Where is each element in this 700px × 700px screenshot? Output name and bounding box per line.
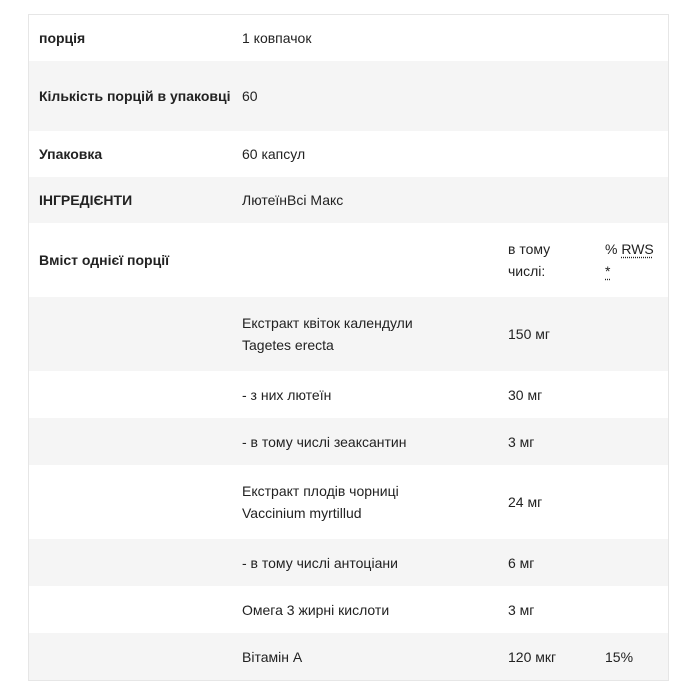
ingredient-name [232, 297, 498, 371]
header-amount [498, 223, 597, 297]
ingredient-name-text: Екстракт плодів чорниці [242, 483, 399, 499]
ingredient-name: - в тому числі зеаксантин [242, 433, 407, 450]
ingredient-name: Омега 3 жирні кислоти [242, 601, 390, 618]
row-label: ІНГРЕДІЄНТИ [39, 192, 133, 208]
table-row-package [29, 131, 668, 177]
header-label: Вміст однієї порції [39, 252, 170, 268]
row-value: 60 капсул [242, 146, 306, 162]
table-row [29, 371, 668, 418]
table-row-ingredients [29, 177, 668, 223]
row-label: порція [39, 30, 86, 46]
ingredient-name: Вітамін А [242, 648, 303, 665]
rws-star: * [605, 263, 611, 279]
ingredient-name: - в тому числі антоціани [242, 554, 398, 571]
supplement-facts-table [28, 14, 669, 681]
ingredient-amount: 120 мкг [508, 648, 557, 665]
ingredient-rws [597, 297, 668, 371]
ingredient-name [232, 465, 498, 539]
row-value: 1 ковпачок [242, 30, 312, 46]
rws-abbr: RWS [621, 241, 654, 257]
table-row-servings [29, 61, 668, 131]
ingredient-amount: 30 мг [508, 386, 543, 403]
ingredient-latin: Tagetes erecta [242, 337, 334, 353]
table-row [29, 418, 668, 465]
row-label: Кількість порцій в упаковці [39, 88, 231, 104]
ingredient-latin: Vaccinium myrtillud [242, 505, 362, 521]
ingredient-rws [597, 418, 668, 465]
table-row [29, 539, 668, 586]
ingredient-amount: 3 мг [508, 601, 535, 618]
table-row-portion [29, 15, 668, 61]
table-row [29, 465, 668, 539]
row-value: 60 [242, 88, 258, 104]
ingredient-rws: 15% [605, 648, 634, 665]
table-row [29, 633, 668, 680]
table-row-header [29, 223, 668, 297]
header-rws [597, 223, 668, 297]
header-empty [232, 223, 498, 297]
header-amount-line1: в тому [508, 241, 551, 257]
ingredient-rws [597, 465, 668, 539]
ingredient-amount: 6 мг [508, 554, 535, 571]
ingredient-amount: 3 мг [508, 433, 535, 450]
ingredient-name: - з них лютеїн [242, 386, 332, 403]
ingredient-amount: 150 мг [508, 326, 550, 342]
row-value: ЛютеїнВсі Макс [242, 192, 344, 208]
ingredient-rws [597, 539, 668, 586]
ingredient-name-text: Екстракт квіток календули [242, 315, 413, 331]
header-rws-line1 [605, 238, 654, 260]
table-row [29, 586, 668, 633]
header-rws-prefix: % [605, 241, 622, 257]
ingredient-amount: 24 мг [508, 494, 543, 510]
header-amount-line2: числі: [508, 263, 546, 279]
table-row [29, 297, 668, 371]
ingredient-rws [597, 371, 668, 418]
ingredient-rws [597, 586, 668, 633]
row-label: Упаковка [39, 146, 103, 162]
